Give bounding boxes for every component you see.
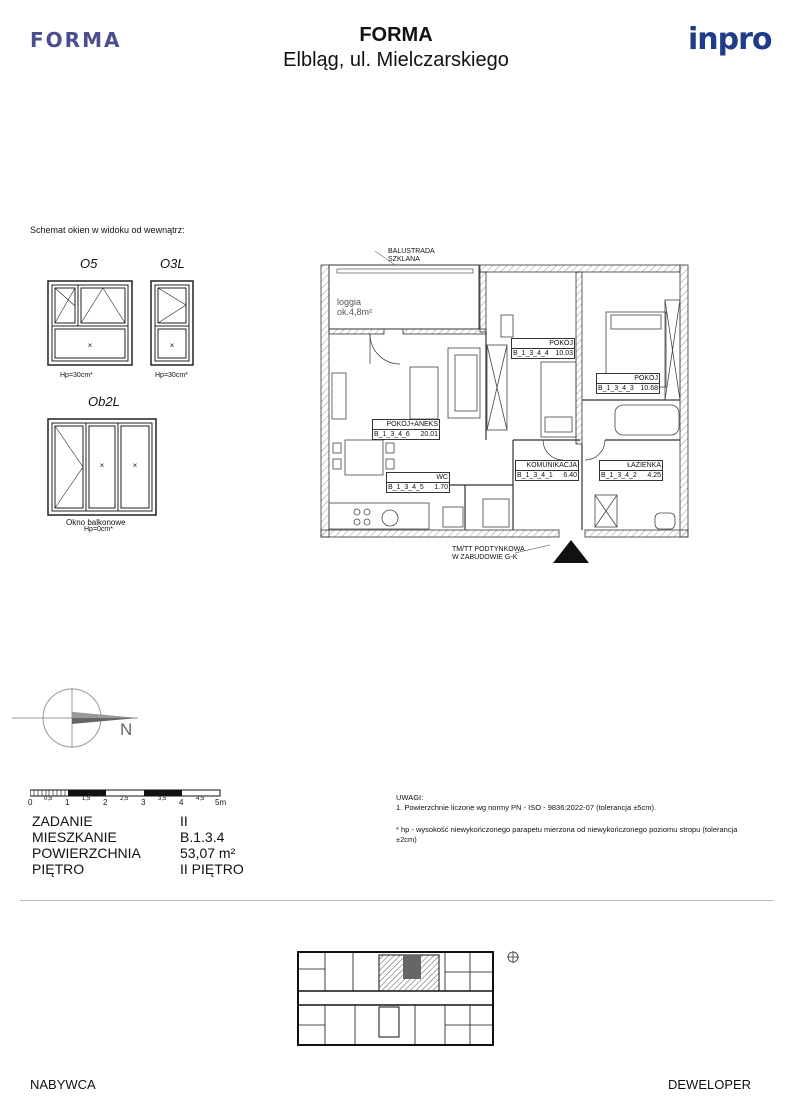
scale-tick: 4,5 xyxy=(196,796,205,802)
loggia-name: loggia xyxy=(337,297,362,307)
loggia-label xyxy=(337,297,372,317)
balustrade-line1: BALUSTRADA xyxy=(388,248,435,255)
window-o5-o3l-drawings xyxy=(45,278,195,368)
info-row xyxy=(32,845,252,861)
room-tag xyxy=(596,373,660,394)
notes-note2: * hp - wysokość niewykończonego parapetu mierzona od niewykończonego poziomu stropu (tolerancja xyxy=(396,825,738,834)
forma-logo: FORMA xyxy=(30,28,122,52)
info-label: MIESZKANIE xyxy=(32,829,117,845)
developer-label: DEWELOPER xyxy=(668,1077,752,1092)
room-tag xyxy=(386,472,450,493)
window-o3l-label: O3L xyxy=(160,256,185,271)
room-area: 10.03 xyxy=(555,350,573,357)
floor-key-plan xyxy=(295,947,525,1052)
room-name: POKÓJ+ANEKS xyxy=(373,420,439,430)
window-schema-label: Schemat okien w widoku od wewnątrz: xyxy=(30,225,185,235)
scale-tick: 0 xyxy=(28,798,33,807)
balustrade-line2: SZKLANA xyxy=(388,256,420,263)
room-code: B_1_3_4_3 xyxy=(598,385,634,392)
info-value: B.1.3.4 xyxy=(180,829,225,845)
scale-tick: 2 xyxy=(103,798,108,807)
svg-text:×: × xyxy=(87,341,93,350)
notes-note1: 1. Powierzchnie liczone wg normy PN - ISO - 9836:2022-07 (tolerancja ±5cm). xyxy=(396,803,657,812)
room-area: 4.25 xyxy=(647,472,661,479)
window-ob2l-caption: Okno balkonowe xyxy=(66,518,126,527)
info-label: POWIERZCHNIA xyxy=(32,845,141,861)
info-row xyxy=(32,861,252,877)
room-area: 1.70 xyxy=(434,484,448,491)
info-row xyxy=(32,813,252,829)
info-value: II xyxy=(180,813,188,829)
info-label: PIĘTRO xyxy=(32,861,85,877)
scale-tick: 3 xyxy=(141,798,146,807)
divider xyxy=(20,900,774,901)
window-o5-hp: Hp=30cm* xyxy=(60,372,93,379)
room-tag xyxy=(372,419,440,440)
room-name: WC xyxy=(387,473,449,483)
floor-plan xyxy=(315,245,695,575)
buyer-label: NABYWCA xyxy=(30,1077,96,1092)
svg-text:×: × xyxy=(132,461,138,470)
window-o3l-hp: Hp=30cm* xyxy=(155,372,188,379)
room-tag xyxy=(511,338,575,359)
scale-tick: 5m xyxy=(215,798,227,807)
page-subtitle: Elbląg, ul. Mielczarskiego xyxy=(283,49,509,71)
svg-text:×: × xyxy=(99,461,105,470)
tm-note xyxy=(452,546,525,562)
info-label: ZADANIE xyxy=(32,813,93,829)
room-area: 6.40 xyxy=(563,472,577,479)
apartment-info xyxy=(32,813,252,877)
scale-tick: 0,5 xyxy=(44,796,53,802)
window-ob2l-drawing xyxy=(45,416,160,518)
info-value: 53,07 m² xyxy=(180,845,236,861)
scale-tick: 1,5 xyxy=(82,796,91,802)
scale-tick: 2,5 xyxy=(120,796,129,802)
room-name: POKÓJ xyxy=(512,339,574,349)
window-ob2l-label: Ob2L xyxy=(88,394,120,409)
compass-icon xyxy=(10,686,150,750)
room-code: B_1_3_4_6 xyxy=(374,431,410,438)
room-area: 20.01 xyxy=(420,431,438,438)
compass-north-label: N xyxy=(120,720,133,739)
window-o5-label: O5 xyxy=(80,256,98,271)
scale-tick: 4 xyxy=(179,798,184,807)
room-area: 10.68 xyxy=(640,385,658,392)
info-value: II PIĘTRO xyxy=(180,861,244,877)
room-code: B_1_3_4_1 xyxy=(517,472,553,479)
room-code: B_1_3_4_2 xyxy=(601,472,637,479)
room-name: POKÓJ xyxy=(597,374,659,384)
notes-note2-cont: ±2cm) xyxy=(396,835,417,844)
tm-note-line1: TM/TT PODTYNKOWA xyxy=(452,546,525,553)
info-row xyxy=(32,829,252,845)
room-code: B_1_3_4_4 xyxy=(513,350,549,357)
notes xyxy=(396,793,766,845)
room-tag xyxy=(599,460,663,481)
scale-ticks xyxy=(28,796,238,808)
svg-text:×: × xyxy=(169,341,175,350)
room-name: ŁAZIENKA xyxy=(600,461,662,471)
inpro-logo: inpro xyxy=(688,22,772,57)
scale-tick: 1 xyxy=(65,798,70,807)
room-tag xyxy=(515,460,579,481)
room-name: KOMUNIKACJA xyxy=(516,461,578,471)
room-code: B_1_3_4_5 xyxy=(388,484,424,491)
page-title: FORMA xyxy=(359,24,433,46)
tm-note-line2: W ZABUDOWIE G-K xyxy=(452,554,518,561)
balustrade-label xyxy=(388,248,435,264)
window-ob2l-hp: Hp=0cm* xyxy=(84,526,113,533)
loggia-area: ok.4,8m² xyxy=(337,307,373,317)
notes-heading: UWAGI: xyxy=(396,793,424,802)
scale-tick: 3,5 xyxy=(158,796,167,802)
